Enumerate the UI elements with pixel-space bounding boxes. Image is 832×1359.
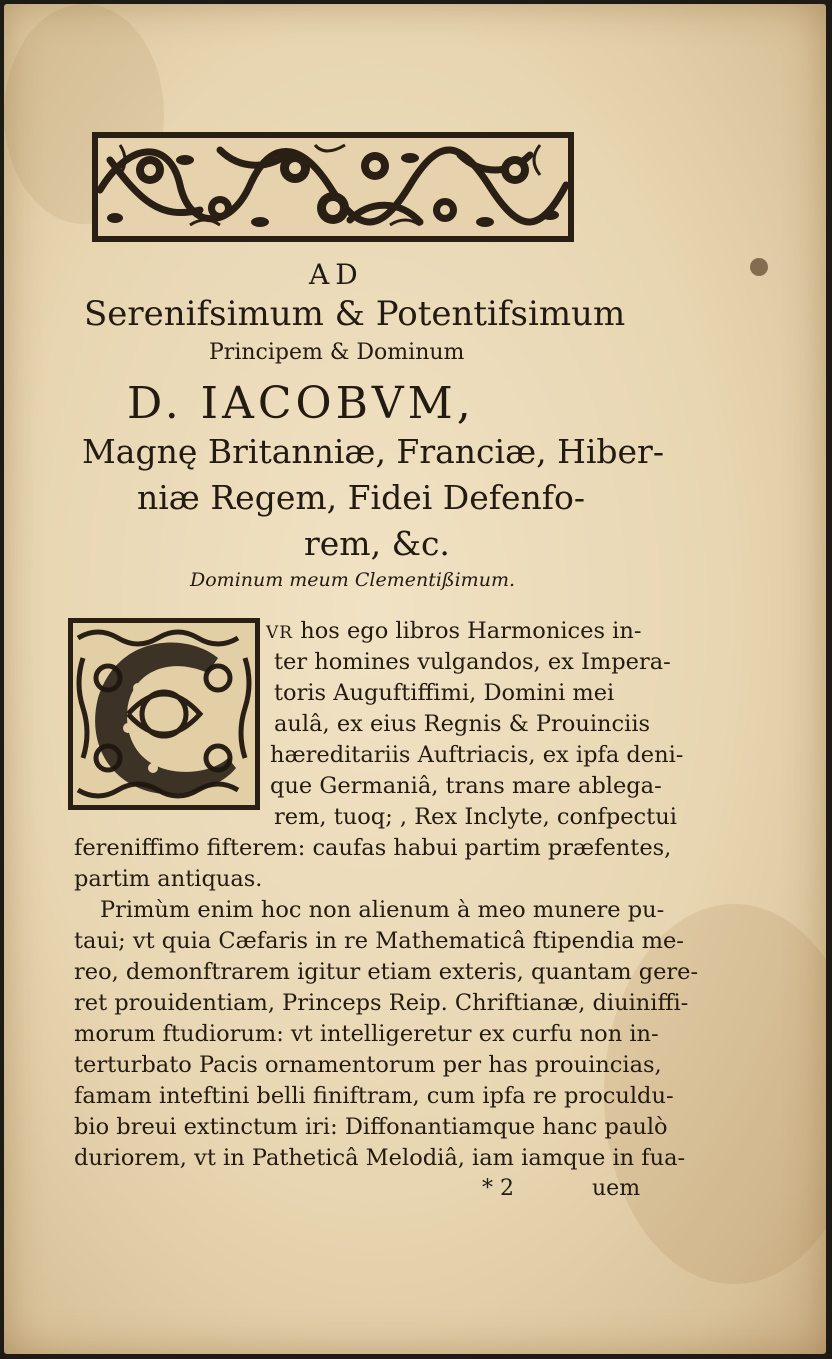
body-line-8: fereniffimo fifterem: caufas habui partim præfentes, (74, 835, 672, 861)
body-line-6: que Germaniâ, trans mare ablega- (270, 773, 662, 799)
body-line-14: morum ftudiorum: vt intelligeretur ex curfu non in- (74, 1021, 659, 1047)
body-line-10: Primùm enim hoc non alienum à meo munere pu- (100, 897, 665, 923)
lead-caps: VR (266, 623, 294, 643)
body-line-3: toris Auguftiffimi, Domini mei (274, 680, 615, 706)
body-line-12: reo, demonftrarem igitur etiam exteris, quantam gere- (74, 959, 699, 985)
decorated-initial-c (68, 618, 260, 810)
catchword: uem (592, 1176, 641, 1201)
body-line-18: duriorem, vt in Patheticâ Melodiâ, iam iamque in fua- (74, 1145, 686, 1171)
body-line-4: aulâ, ex eius Regnis & Prouinciis (274, 711, 651, 737)
title-line-4: Magnę Britanniæ, Franciæ, Hiber- (82, 432, 664, 471)
signature-mark: * 2 (482, 1176, 514, 1201)
book-page (4, 4, 826, 1354)
title-line-1: Serenifsimum & Potentifsimum (84, 294, 626, 334)
body-line-16: famam inteftini belli finiftram, cum ipfa re proculdu- (74, 1083, 674, 1109)
body-line-15: terturbato Pacis ornamentorum per has prouincias, (74, 1052, 662, 1078)
body-line-17: bio breui extinctum iri: Diffonantiamque hanc paulò (74, 1114, 668, 1140)
body-line-11: taui; vt quia Cæfaris in re Mathematicâ ftipendia me- (74, 928, 684, 954)
body-line-2: ter homines vulgandos, ex Impera- (274, 649, 671, 675)
body-line-13: ret prouidentiam, Princeps Reip. Chriftianæ, diuiniffi- (74, 990, 689, 1016)
body-line-7: rem, tuoq; , Rex Inclyte, confpectui (274, 804, 677, 830)
title-line-5: niæ Regem, Fidei Defenfo- (137, 478, 585, 517)
ink-blot (750, 258, 768, 276)
body-line-9: partim antiquas. (74, 866, 263, 892)
title-ad: AD (309, 258, 364, 291)
ornamental-headpiece (90, 130, 576, 244)
title-line-6: rem, &c. (304, 524, 450, 563)
body-line-5: hæreditariis Auftriacis, ex ipfa deni- (270, 742, 684, 768)
body-text: hos ego libros Harmonices in- (300, 618, 642, 644)
dedication: Dominum meum Clementißimum. (190, 569, 515, 591)
title-name: D. IACOBVM, (127, 378, 475, 429)
title-line-2: Principem & Dominum (209, 340, 465, 365)
body-line-1 (266, 618, 641, 644)
